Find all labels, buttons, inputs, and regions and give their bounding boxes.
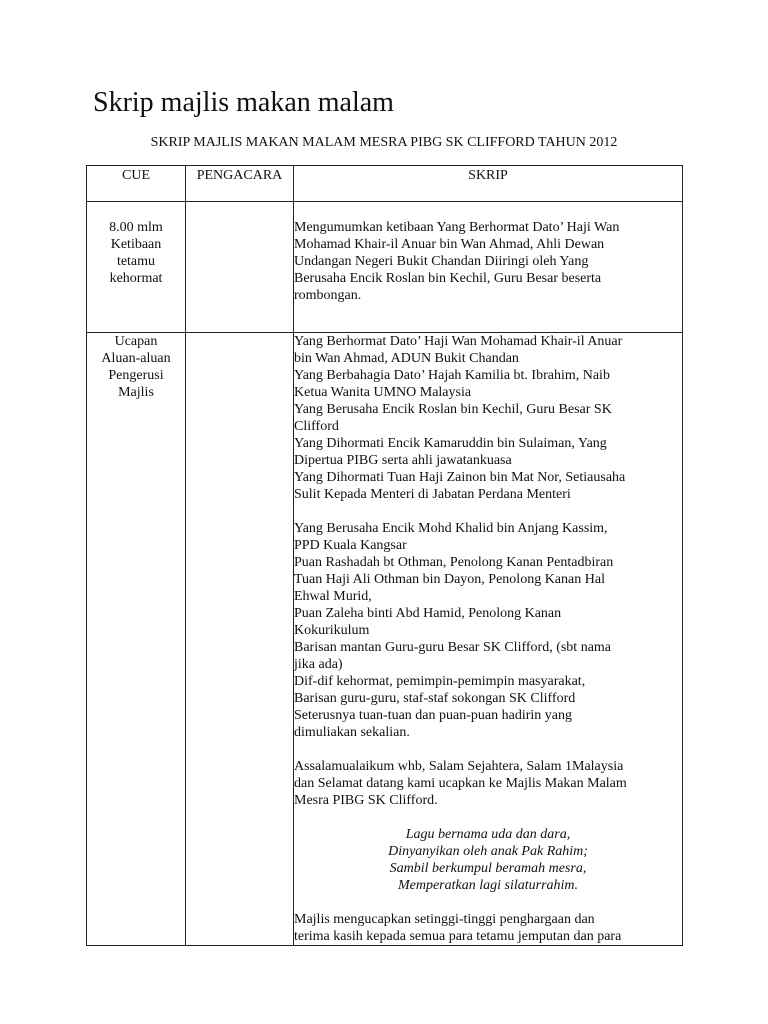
skrip-line: Dipertua PIBG serta ahli jawatankuasa (294, 453, 512, 468)
cue-line: Pengerusi (108, 368, 164, 383)
table-row (87, 202, 683, 333)
header-cue: CUE (87, 166, 186, 202)
skrip-line: Mengumumkan ketibaan Yang Berhormat Dato’ Haji Wan (294, 220, 620, 235)
poem-line: Dinyanyikan oleh anak Pak Rahim; (388, 844, 588, 859)
skrip-line: Yang Dihormati Encik Kamaruddin bin Sulaiman, Yang (294, 436, 607, 451)
skrip-line: Dif-dif kehormat, pemimpin-pemimpin masyarakat, (294, 674, 586, 689)
skrip-line: Berusaha Encik Roslan bin Kechil, Guru Besar beserta (294, 271, 602, 286)
skrip-line: Puan Zaleha binti Abd Hamid, Penolong Kanan (294, 606, 562, 621)
pengacara-cell (186, 202, 294, 333)
skrip-line: Undangan Negeri Bukit Chandan Diiringi oleh Yang (294, 254, 589, 269)
skrip-line: terima kasih kepada semua para tetamu jemputan dan para (294, 929, 622, 944)
cue-line: Aluan-aluan (101, 351, 171, 366)
paragraph-gap (294, 503, 682, 520)
skrip-line: Majlis mengucapkan setinggi-tinggi penghargaan dan (294, 912, 595, 927)
skrip-line: Yang Berhormat Dato’ Haji Wan Mohamad Khair-il Anuar (294, 334, 623, 349)
pengacara-cell (186, 333, 294, 946)
skrip-line: Assalamualaikum whb, Salam Sejahtera, Salam 1Malaysia (294, 759, 624, 774)
cue-line: Majlis (118, 385, 154, 400)
paragraph-gap (294, 809, 682, 826)
skrip-line: Ketua Wanita UMNO Malaysia (294, 385, 472, 400)
skrip-line: Yang Dihormati Tuan Haji Zainon bin Mat Nor, Setiausaha (294, 470, 626, 485)
cue-line: Ucapan (114, 334, 158, 349)
skrip-line: Ehwal Murid, (294, 589, 372, 604)
cue-line: 8.00 mlm (109, 220, 163, 235)
header-pengacara: PENGACARA (186, 166, 294, 202)
skrip-line: Clifford (294, 419, 339, 434)
skrip-line: rombongan. (294, 288, 362, 303)
skrip-line: PPD Kuala Kangsar (294, 538, 407, 553)
cue-line: kehormat (109, 271, 163, 286)
skrip-cell (294, 202, 683, 333)
skrip-cell (294, 333, 683, 946)
table-row (87, 333, 683, 946)
document-subtitle: SKRIP MAJLIS MAKAN MALAM MESRA PIBG SK CLIFFORD TAHUN 2012 (150, 135, 618, 150)
script-table (86, 165, 683, 946)
header-skrip: SKRIP (294, 166, 683, 202)
poem-line: Lagu bernama uda dan dara, (405, 827, 571, 842)
skrip-line: bin Wan Ahmad, ADUN Bukit Chandan (294, 351, 519, 366)
cue-cell (87, 202, 186, 333)
cue-line: tetamu (116, 254, 156, 269)
skrip-line: dan Selamat datang kami ucapkan ke Majlis Makan Malam (294, 776, 627, 791)
table-header-row (87, 166, 683, 202)
skrip-line: Yang Berbahagia Dato’ Hajah Kamilia bt. Ibrahim, Naib (294, 368, 610, 383)
skrip-line: Yang Berusaha Encik Roslan bin Kechil, Guru Besar SK (294, 402, 612, 417)
skrip-line: Barisan mantan Guru-guru Besar SK Clifford, (sbt nama (294, 640, 612, 655)
poem-line: Sambil berkumpul beramah mesra, (389, 861, 587, 876)
skrip-line: Mesra PIBG SK Clifford. (294, 793, 438, 808)
cue-cell (87, 333, 186, 946)
skrip-line: Mohamad Khair-il Anuar bin Wan Ahmad, Ahli Dewan (294, 237, 605, 252)
skrip-line: Kokurikulum (294, 623, 370, 638)
skrip-line: Yang Berusaha Encik Mohd Khalid bin Anjang Kassim, (294, 521, 608, 536)
paragraph-gap (294, 894, 682, 911)
skrip-line: Sulit Kepada Menteri di Jabatan Perdana Menteri (294, 487, 571, 502)
cue-line: Ketibaan (110, 237, 162, 252)
skrip-line: Tuan Haji Ali Othman bin Dayon, Penolong Kanan Hal (294, 572, 605, 587)
poem-line: Memperatkan lagi silaturrahim. (397, 878, 579, 893)
skrip-line: dimuliakan sekalian. (294, 725, 410, 740)
skrip-line: Seterusnya tuan-tuan dan puan-puan hadirin yang (294, 708, 572, 723)
page-title: Skrip majlis makan malam (93, 87, 394, 118)
skrip-line: Puan Rashadah bt Othman, Penolong Kanan Pentadbiran (294, 555, 614, 570)
skrip-line: jika ada) (294, 657, 343, 672)
skrip-line: Barisan guru-guru, staf-staf sokongan SK Clifford (294, 691, 576, 706)
paragraph-gap (294, 741, 682, 758)
